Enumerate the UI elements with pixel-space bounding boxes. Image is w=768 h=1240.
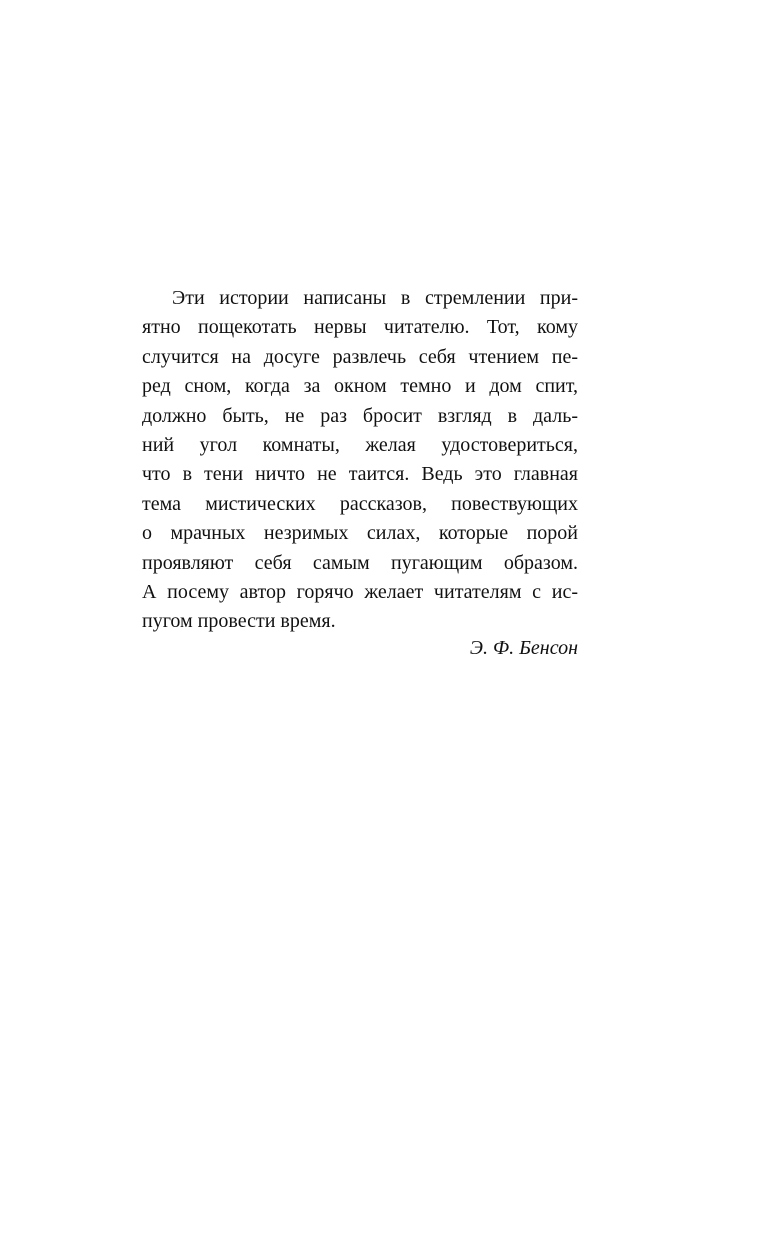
text-line: должно быть, не раз бросит взгляд в даль- [142, 404, 578, 427]
text-line: случится на досуге развлечь себя чтением пе- [142, 345, 578, 368]
text-line: А посему автор горячо желает читателям с ис- [142, 580, 578, 603]
text-line: проявляют себя самым пугающим образом. [142, 551, 578, 574]
text-line: Эти истории написаны в стремлении при- [172, 287, 578, 309]
epigraph-paragraph [142, 284, 578, 637]
author-signature: Э. Ф. Бенсон [469, 637, 578, 659]
text-line: ред сном, когда за окном темно и дом спит, [142, 375, 578, 398]
text-line: о мрачных незримых силах, которые порой [142, 522, 578, 545]
text-line: ний угол комнаты, желая удостовериться, [142, 433, 578, 456]
text-line: тема мистических рассказов, повествующих [142, 492, 578, 515]
text-line: ятно пощекотать нервы читателю. Тот, кому [142, 316, 578, 339]
text-line: что в тени ничто не таится. Ведь это главная [142, 463, 578, 486]
text-line: пугом провести время. [142, 610, 336, 633]
